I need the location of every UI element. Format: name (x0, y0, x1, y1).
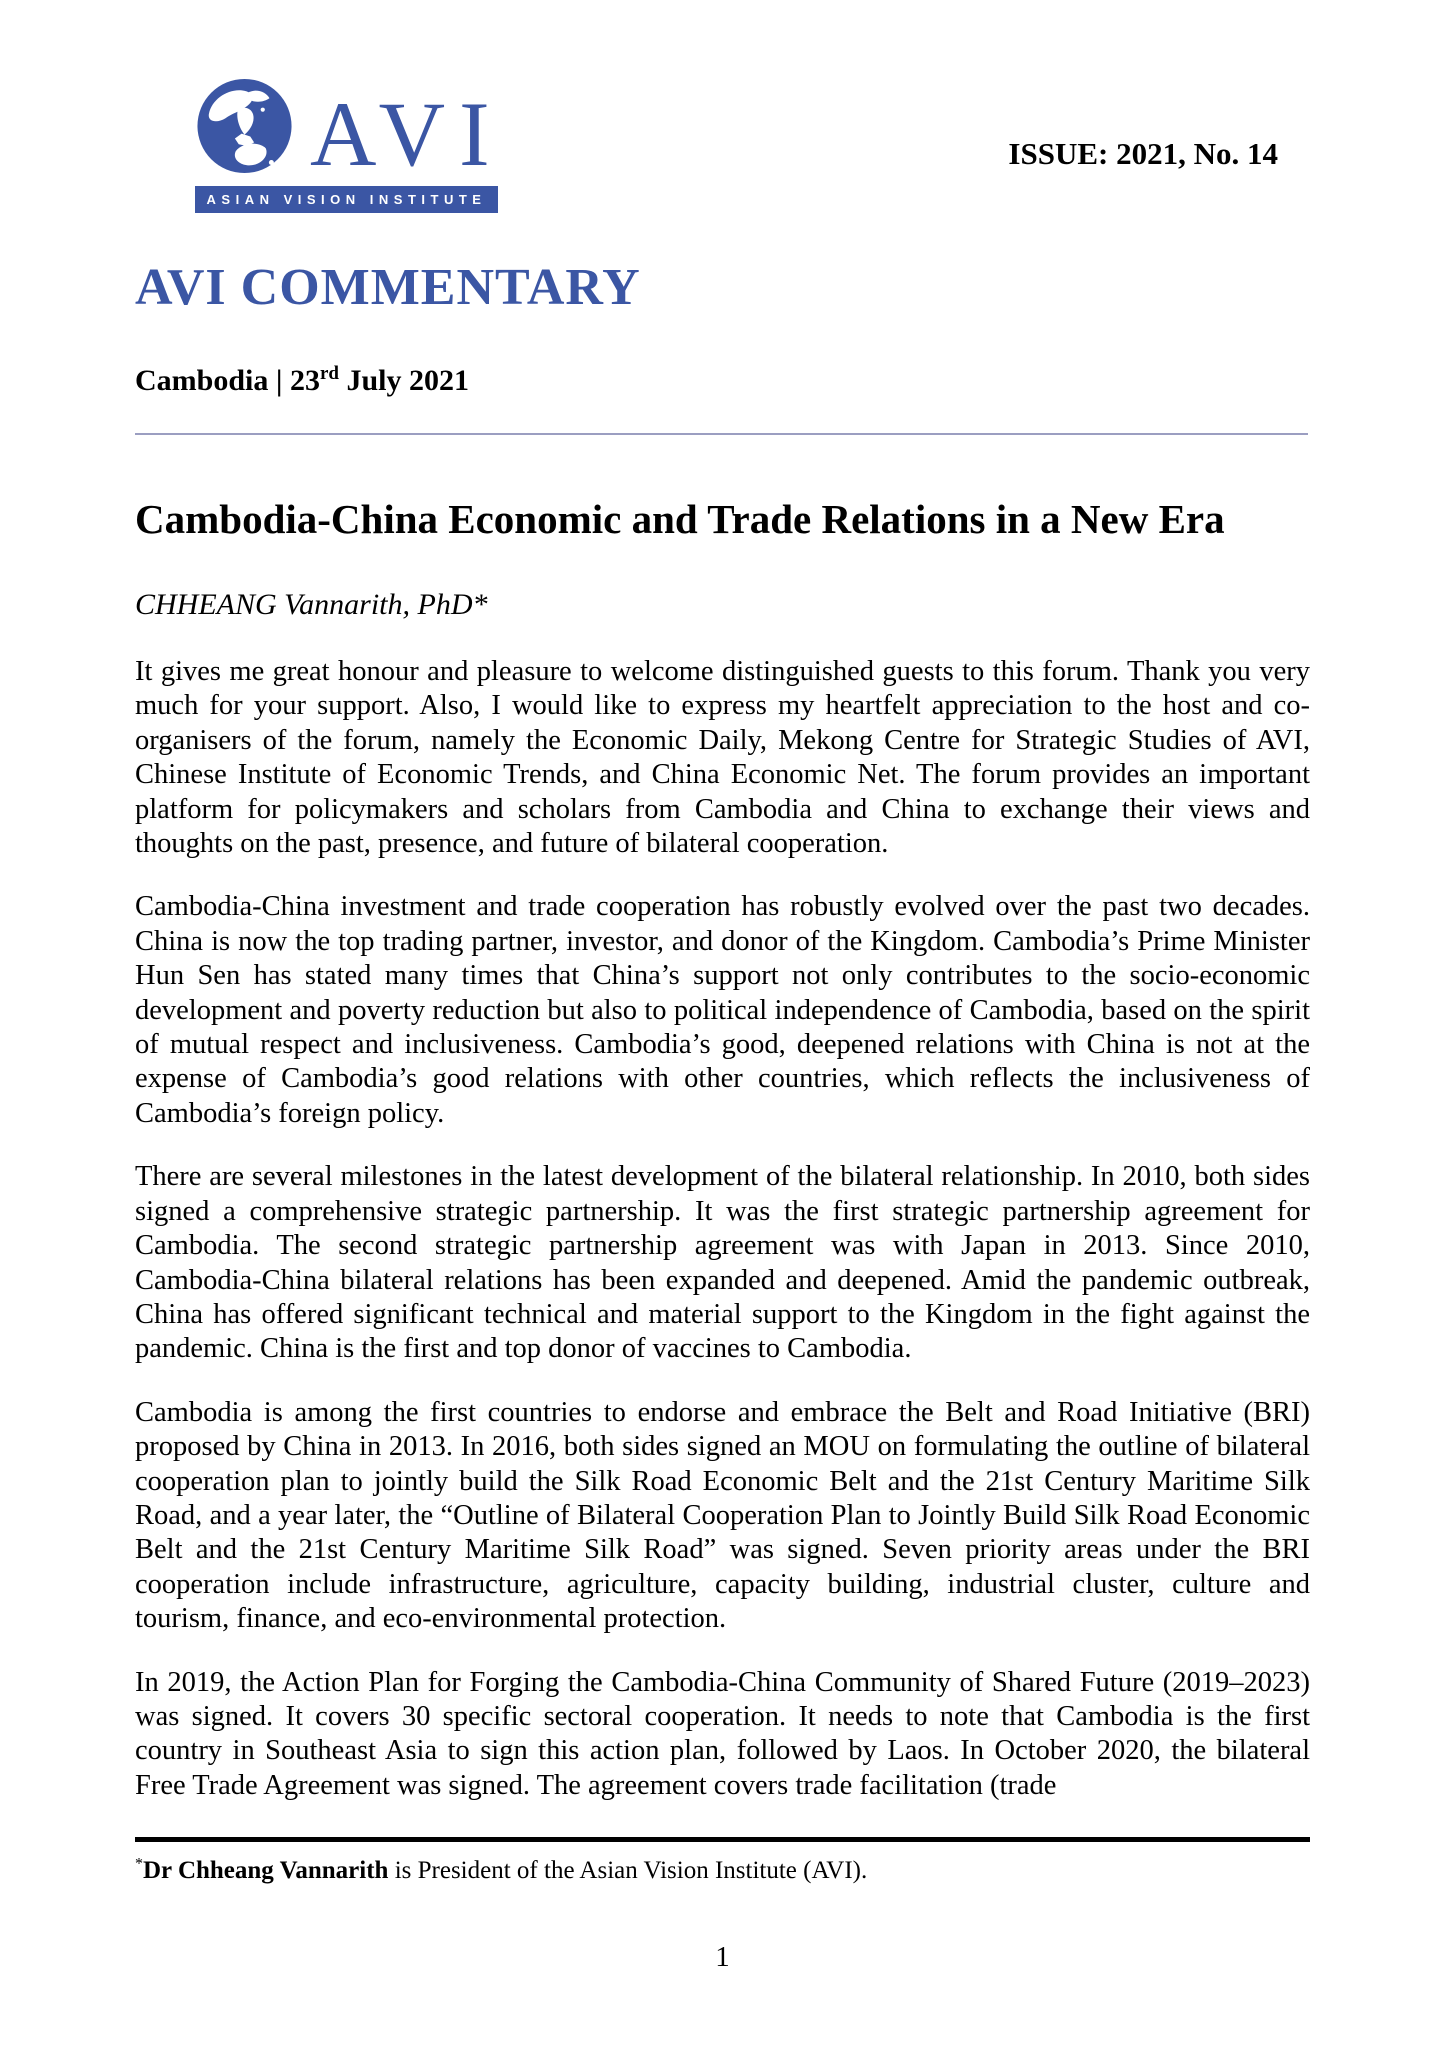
avi-logo-banner: ASIAN VISION INSTITUTE (195, 186, 498, 213)
article-author: CHHEANG Vannarith, PhD* (135, 588, 488, 621)
dateline-ordinal: rd (319, 363, 339, 384)
paragraph: There are several milestones in the latest development of the bilateral relationship. In 2010, both sides signed a comprehensive strategic partnership. It was the first strategic partnership agreement for Cambodia. The second strategic partnership agreement was with Japan in 2013. Since 2010, Cambodia-China bilateral relations has been expanded and deepened. Amid the pandemic outbreak, China has offered significant technical and material support to the Kingdom in the fight against the pandemic. China is the first and top donor of vaccines to Cambodia. (135, 1161, 1310, 1365)
article-body (135, 655, 1310, 1832)
paragraph: Cambodia is among the first countries to endorse and embrace the Belt and Road Initiative (BRI) proposed by China in 2013. In 2016, both sides signed an MOU on formulating the outline of bilateral cooperation plan to jointly build the Silk Road Economic Belt and the 21st Century Maritime Silk Road, and a year later, the “Outline of Bilateral Cooperation Plan to Jointly Build Silk Road Economic Belt and the 21st Century Maritime Silk Road” was signed. Seven priority areas under the BRI cooperation include infrastructure, agriculture, capacity building, industrial cluster, culture and tourism, finance, and eco-environmental protection. (135, 1396, 1310, 1635)
footnote-divider (135, 1837, 1310, 1842)
footnote-marker: * (135, 1855, 143, 1873)
footnote (135, 1856, 1310, 1886)
footnote-text: is President of the Asian Vision Institute (AVI). (388, 1857, 868, 1884)
avi-logo-acronym: AVI (310, 83, 504, 185)
header-divider (135, 433, 1308, 435)
dateline-suffix: July 2021 (338, 364, 469, 397)
issue-label: ISSUE: 2021, No. 14 (1008, 136, 1278, 171)
paragraph: In 2019, the Action Plan for Forging the Cambodia-China Community of Shared Future (2019–2023) was signed. It covers 30 specific sectoral cooperation. It needs to note that Cambodia is the first country in Southeast Asia to sign this action plan, followed by Laos. In October 2020, the bilateral Free Trade Agreement was signed. The agreement covers trade facilitation (trade (135, 1666, 1310, 1801)
paragraph: It gives me great honour and pleasure to welcome distinguished guests to this forum. Thank you very much for your support. Also, I would like to express my heartfelt appreciation to the host and co-organisers of the forum, namely the Economic Daily, Mekong Centre for Strategic Studies of AVI, Chinese Institute of Economic Trends, and China Economic Net. The forum provides an important platform for policymakers and scholars from Cambodia and China to exchange their views and thoughts on the past, presence, and future of bilateral cooperation. (135, 656, 1310, 860)
paragraph: Cambodia-China investment and trade cooperation has robustly evolved over the past two decades. China is now the top trading partner, investor, and donor of the Kingdom. Cambodia’s Prime Minister Hun Sen has stated many times that China’s support not only contributes to the socio-economic development and poverty reduction but also to political independence of Cambodia, based on the spirit of mutual respect and inclusiveness. Cambodia’s good, deepened relations with China is not at the expense of Cambodia’s good relations with other countries, which reflects the inclusiveness of Cambodia’s foreign policy. (135, 891, 1310, 1129)
dateline (135, 364, 469, 398)
series-title: AVI COMMENTARY (135, 259, 641, 316)
article-title: Cambodia-China Economic and Trade Relations in a New Era (135, 496, 1225, 542)
page-number: 1 (715, 1941, 730, 1973)
dateline-prefix: Cambodia | 23 (135, 364, 320, 397)
footnote-author: Dr Chheang Vannarith (143, 1857, 389, 1884)
